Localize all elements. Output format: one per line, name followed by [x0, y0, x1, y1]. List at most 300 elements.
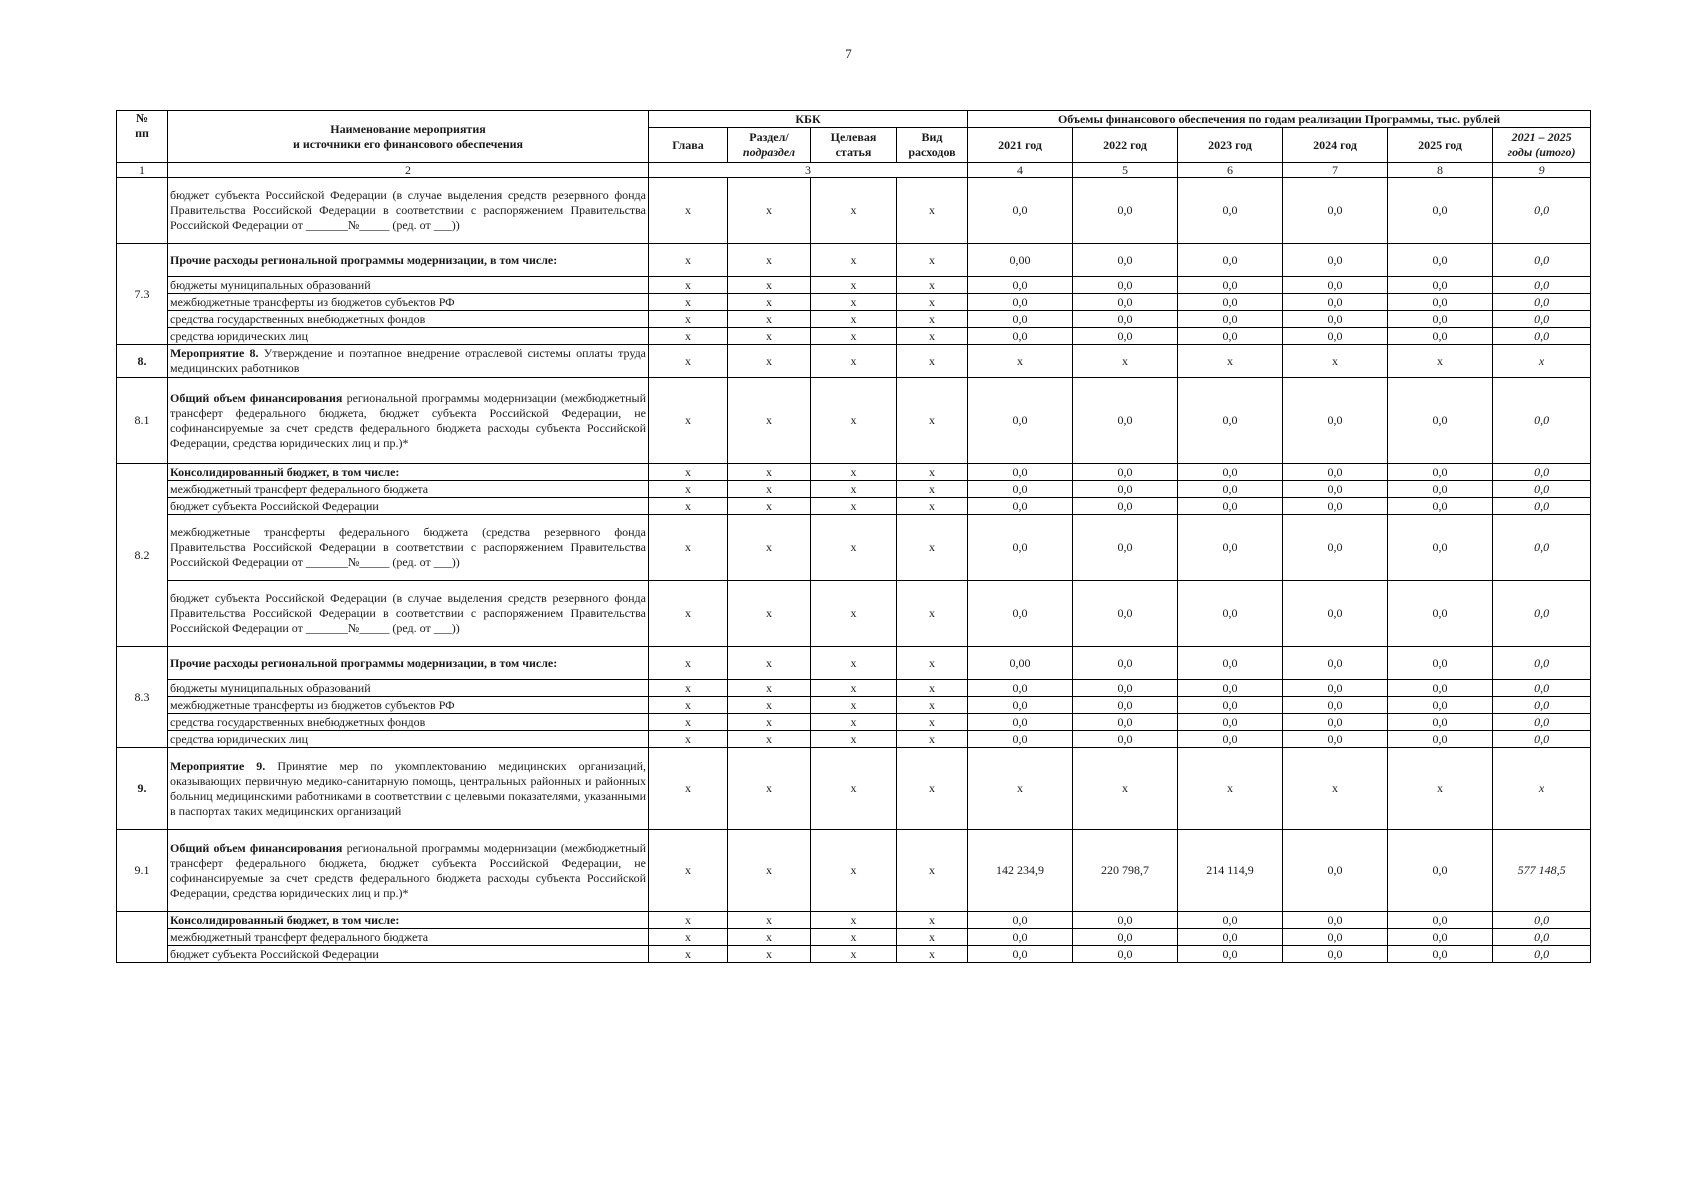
colnum-7: 7: [1283, 163, 1388, 178]
value-total: 0,0: [1493, 647, 1591, 680]
value-total: 0,0: [1493, 277, 1591, 294]
value-2025: 0,0: [1388, 515, 1493, 581]
kbk-razdel: х: [728, 294, 811, 311]
value-2021: 0,0: [968, 731, 1073, 748]
row-name-text: бюджеты муниципальных образований: [170, 277, 371, 292]
value-2023: 0,0: [1178, 328, 1283, 345]
value-2021: 0,0: [968, 697, 1073, 714]
kbk-razdel: х: [728, 731, 811, 748]
header-2022: 2022 год: [1073, 128, 1178, 163]
kbk-glava: х: [649, 498, 728, 515]
kbk-razdel: х: [728, 244, 811, 277]
value-2024: 0,0: [1283, 498, 1388, 515]
value-2024: 0,0: [1283, 680, 1388, 697]
value-2024: 0,0: [1283, 731, 1388, 748]
row-name: [168, 515, 649, 581]
value-2022: 0,0: [1073, 515, 1178, 581]
value-2024: 0,0: [1283, 946, 1388, 963]
row-name-text: средства юридических лиц: [170, 328, 308, 343]
value-2021: 0,0: [968, 378, 1073, 464]
value-2021: 0,00: [968, 244, 1073, 277]
kbk-celevaya: х: [811, 680, 897, 697]
kbk-celevaya: х: [811, 697, 897, 714]
value-2024: 0,0: [1283, 328, 1388, 345]
row-name-text: Утверждение и поэтапное внедрение отраслевой системы оплаты труда медицинских работников: [170, 346, 647, 375]
kbk-celevaya: х: [811, 178, 897, 244]
value-2024: 0,0: [1283, 244, 1388, 277]
value-2023: 0,0: [1178, 680, 1283, 697]
table-row: [117, 481, 1591, 498]
kbk-glava: х: [649, 830, 728, 912]
row-name-text: Принятие мер по укомплектованию медицинских организаций, оказывающих первичную медико-санитарную помощь, центральных районных и районных больниц медицинскими работниками в соответствии с целевыми показателями, указанными в паспортах таких медицинских организаций: [170, 758, 646, 818]
table-row: [117, 464, 1591, 481]
table-row: [117, 515, 1591, 581]
row-number: 9.: [117, 748, 168, 830]
value-total: 0,0: [1493, 378, 1591, 464]
value-2024: 0,0: [1283, 481, 1388, 498]
value-2023: 0,0: [1178, 378, 1283, 464]
row-name-text: региональной программы модернизации (межбюджетный трансферт федерального бюджета, бюджет субъекта Российской Федерации, не софинансируемые за счет средств федерального бюджета расходы субъекта Российской Федерации, средства юридических лиц и пр.)*: [170, 390, 646, 450]
header-vid: Вид расходов: [897, 128, 968, 163]
row-name-text: бюджет субъекта Российской Федерации (в случае выделения средств резервного фонда Правительства Российской Федерации в соответствии с распоряжением Правительства Российской Федерации от _______№_____ (ред. от ___)): [170, 188, 646, 232]
value-total: 0,0: [1493, 311, 1591, 328]
kbk-vid: х: [897, 277, 968, 294]
kbk-razdel: х: [728, 748, 811, 830]
colnum-8: 8: [1388, 163, 1493, 178]
row-name-text: межбюджетные трансферты федерального бюджета (средства резервного фонда Правительства Российской Федерации в соответствии с распоряжением Правительства Российской Федерации от _______№_____ (ред. от ___)): [170, 525, 646, 569]
value-2023: 0,0: [1178, 731, 1283, 748]
value-2021: 142 234,9: [968, 830, 1073, 912]
kbk-glava: х: [649, 328, 728, 345]
value-2024: 0,0: [1283, 929, 1388, 946]
value-2022: х: [1073, 748, 1178, 830]
header-2023: 2023 год: [1178, 128, 1283, 163]
value-2024: 0,0: [1283, 581, 1388, 647]
kbk-razdel: х: [728, 680, 811, 697]
financing-table: [116, 110, 1591, 963]
value-total: 577 148,5: [1493, 830, 1591, 912]
value-2024: 0,0: [1283, 830, 1388, 912]
value-2023: 0,0: [1178, 244, 1283, 277]
kbk-vid: х: [897, 748, 968, 830]
value-2023: 0,0: [1178, 311, 1283, 328]
kbk-celevaya: х: [811, 277, 897, 294]
row-name-text: средства государственных внебюджетных фондов: [170, 714, 426, 729]
value-2024: 0,0: [1283, 714, 1388, 731]
value-2025: 0,0: [1388, 328, 1493, 345]
kbk-razdel: х: [728, 464, 811, 481]
kbk-glava: х: [649, 714, 728, 731]
kbk-razdel: х: [728, 378, 811, 464]
kbk-celevaya: х: [811, 929, 897, 946]
row-name: [168, 581, 649, 647]
value-total: 0,0: [1493, 929, 1591, 946]
kbk-celevaya: х: [811, 647, 897, 680]
row-name-text: межбюджетные трансферты из бюджетов субъектов РФ: [170, 697, 455, 712]
value-2024: 0,0: [1283, 277, 1388, 294]
table-row: [117, 830, 1591, 912]
kbk-vid: х: [897, 680, 968, 697]
kbk-vid: х: [897, 345, 968, 378]
row-name: [168, 328, 649, 345]
kbk-vid: х: [897, 929, 968, 946]
value-2025: 0,0: [1388, 581, 1493, 647]
value-2023: 214 114,9: [1178, 830, 1283, 912]
value-2025: 0,0: [1388, 697, 1493, 714]
kbk-razdel: х: [728, 714, 811, 731]
value-2023: 0,0: [1178, 464, 1283, 481]
kbk-celevaya: х: [811, 328, 897, 345]
value-2023: 0,0: [1178, 946, 1283, 963]
row-number: 8.1: [117, 378, 168, 464]
value-2022: 0,0: [1073, 697, 1178, 714]
header-no: № пп: [117, 111, 168, 163]
kbk-glava: х: [649, 731, 728, 748]
value-total: 0,0: [1493, 515, 1591, 581]
row-name: [168, 714, 649, 731]
kbk-celevaya: х: [811, 311, 897, 328]
row-name-bold: Мероприятие 8.: [170, 346, 259, 360]
row-name-text: средства юридических лиц: [170, 731, 308, 746]
colnum-3: 3: [649, 163, 968, 178]
kbk-razdel: х: [728, 581, 811, 647]
kbk-razdel: х: [728, 647, 811, 680]
value-2021: 0,0: [968, 498, 1073, 515]
value-2025: 0,0: [1388, 830, 1493, 912]
value-2021: 0,0: [968, 294, 1073, 311]
kbk-glava: х: [649, 311, 728, 328]
row-name: [168, 311, 649, 328]
kbk-vid: х: [897, 498, 968, 515]
row-name: [168, 498, 649, 515]
row-number: 7.3: [117, 244, 168, 345]
value-2024: х: [1283, 748, 1388, 830]
table-row: [117, 581, 1591, 647]
value-2021: 0,0: [968, 515, 1073, 581]
row-name: [168, 244, 649, 277]
colnum-4: 4: [968, 163, 1073, 178]
header-2024: 2024 год: [1283, 128, 1388, 163]
value-2025: 0,0: [1388, 498, 1493, 515]
value-2024: 0,0: [1283, 294, 1388, 311]
value-2021: 0,0: [968, 481, 1073, 498]
kbk-glava: х: [649, 912, 728, 929]
kbk-vid: х: [897, 464, 968, 481]
value-2023: х: [1178, 345, 1283, 378]
colnum-1: 1: [117, 163, 168, 178]
value-total: 0,0: [1493, 294, 1591, 311]
row-name-text: межбюджетные трансферты из бюджетов субъектов РФ: [170, 294, 455, 309]
value-2025: 0,0: [1388, 731, 1493, 748]
table-body: [117, 178, 1591, 963]
value-2022: 0,0: [1073, 311, 1178, 328]
row-name-text: бюджет субъекта Российской Федерации (в случае выделения средств резервного фонда Правительства Российской Федерации в соответствии с распоряжением Правительства Российской Федерации от _______№_____ (ред. от ___)): [170, 591, 646, 635]
table-row: [117, 748, 1591, 830]
kbk-razdel: х: [728, 345, 811, 378]
kbk-glava: х: [649, 294, 728, 311]
value-2025: 0,0: [1388, 481, 1493, 498]
header-2021: 2021 год: [968, 128, 1073, 163]
value-2024: 0,0: [1283, 378, 1388, 464]
value-2025: 0,0: [1388, 912, 1493, 929]
value-total: 0,0: [1493, 481, 1591, 498]
value-total: 0,0: [1493, 731, 1591, 748]
kbk-vid: х: [897, 731, 968, 748]
table-row: [117, 277, 1591, 294]
kbk-glava: х: [649, 378, 728, 464]
kbk-razdel: х: [728, 277, 811, 294]
value-2022: 0,0: [1073, 731, 1178, 748]
kbk-glava: х: [649, 345, 728, 378]
value-2022: 0,0: [1073, 378, 1178, 464]
value-2025: 0,0: [1388, 946, 1493, 963]
value-2025: 0,0: [1388, 277, 1493, 294]
value-2025: 0,0: [1388, 294, 1493, 311]
kbk-vid: х: [897, 178, 968, 244]
value-total: х: [1493, 748, 1591, 830]
table-row: [117, 946, 1591, 963]
table-row: [117, 680, 1591, 697]
table-row: [117, 345, 1591, 378]
kbk-celevaya: х: [811, 830, 897, 912]
kbk-celevaya: х: [811, 946, 897, 963]
kbk-razdel: х: [728, 515, 811, 581]
value-2024: 0,0: [1283, 311, 1388, 328]
row-name-text: межбюджетный трансферт федерального бюджета: [170, 929, 429, 944]
value-2023: 0,0: [1178, 581, 1283, 647]
header-razdel: [728, 128, 811, 163]
kbk-glava: х: [649, 946, 728, 963]
kbk-glava: х: [649, 697, 728, 714]
row-name-bold: Прочие расходы региональной программы модернизации, в том числе:: [170, 252, 558, 267]
value-2021: 0,0: [968, 946, 1073, 963]
kbk-celevaya: х: [811, 581, 897, 647]
row-name: [168, 378, 649, 464]
header-total: 2021 – 2025 годы (итого): [1493, 128, 1591, 163]
kbk-celevaya: х: [811, 714, 897, 731]
row-name-bold: Консолидированный бюджет, в том числе:: [170, 912, 400, 927]
kbk-vid: х: [897, 244, 968, 277]
kbk-glava: х: [649, 680, 728, 697]
colnum-2: 2: [168, 163, 649, 178]
kbk-glava: х: [649, 464, 728, 481]
kbk-celevaya: х: [811, 464, 897, 481]
value-2022: 0,0: [1073, 178, 1178, 244]
table-row: [117, 929, 1591, 946]
header-volumes: Объемы финансового обеспечения по годам реализации Программы, тыс. рублей: [968, 111, 1591, 128]
value-2024: 0,0: [1283, 178, 1388, 244]
row-number: [117, 178, 168, 244]
kbk-vid: х: [897, 830, 968, 912]
value-2023: 0,0: [1178, 697, 1283, 714]
value-2023: х: [1178, 748, 1283, 830]
kbk-celevaya: х: [811, 294, 897, 311]
table-row: [117, 714, 1591, 731]
value-2022: 0,0: [1073, 294, 1178, 311]
value-2025: 0,0: [1388, 680, 1493, 697]
kbk-glava: х: [649, 277, 728, 294]
kbk-glava: х: [649, 748, 728, 830]
row-number: [117, 912, 168, 963]
header-name: Наименование мероприятия и источники его финансового обеспечения: [168, 111, 649, 163]
value-2022: 0,0: [1073, 647, 1178, 680]
value-2025: 0,0: [1388, 311, 1493, 328]
row-name-bold: Консолидированный бюджет, в том числе:: [170, 464, 400, 479]
kbk-celevaya: х: [811, 481, 897, 498]
value-2024: 0,0: [1283, 515, 1388, 581]
value-2024: 0,0: [1283, 647, 1388, 680]
kbk-vid: х: [897, 581, 968, 647]
value-total: 0,0: [1493, 464, 1591, 481]
row-name-bold: Мероприятие 9.: [170, 758, 266, 773]
value-2022: 0,0: [1073, 946, 1178, 963]
value-2022: 0,0: [1073, 244, 1178, 277]
value-2022: 0,0: [1073, 328, 1178, 345]
row-name: [168, 464, 649, 481]
row-name: [168, 946, 649, 963]
kbk-vid: х: [897, 697, 968, 714]
value-2021: 0,0: [968, 277, 1073, 294]
value-total: 0,0: [1493, 946, 1591, 963]
value-2022: 0,0: [1073, 277, 1178, 294]
kbk-glava: х: [649, 178, 728, 244]
kbk-razdel: х: [728, 481, 811, 498]
row-number: 8.: [117, 345, 168, 378]
page-number: 7: [845, 46, 852, 61]
kbk-glava: х: [649, 581, 728, 647]
value-2022: 0,0: [1073, 481, 1178, 498]
value-2021: х: [968, 345, 1073, 378]
value-2021: х: [968, 748, 1073, 830]
header-glava: Глава: [649, 128, 728, 163]
row-name-bold: Прочие расходы региональной программы модернизации, в том числе:: [170, 655, 558, 670]
value-2025: 0,0: [1388, 244, 1493, 277]
value-total: 0,0: [1493, 680, 1591, 697]
kbk-celevaya: х: [811, 731, 897, 748]
value-2022: 0,0: [1073, 929, 1178, 946]
kbk-celevaya: х: [811, 244, 897, 277]
header-2025: 2025 год: [1388, 128, 1493, 163]
value-2022: х: [1073, 345, 1178, 378]
table-header: [117, 111, 1591, 178]
table-row: [117, 378, 1591, 464]
table-row: [117, 912, 1591, 929]
kbk-razdel: х: [728, 311, 811, 328]
kbk-glava: х: [649, 481, 728, 498]
value-2025: 0,0: [1388, 714, 1493, 731]
value-2022: 0,0: [1073, 680, 1178, 697]
value-2025: 0,0: [1388, 929, 1493, 946]
kbk-razdel: х: [728, 697, 811, 714]
kbk-vid: х: [897, 311, 968, 328]
value-2023: 0,0: [1178, 178, 1283, 244]
value-2021: 0,0: [968, 178, 1073, 244]
value-2021: 0,0: [968, 714, 1073, 731]
kbk-vid: х: [897, 647, 968, 680]
value-2024: 0,0: [1283, 697, 1388, 714]
value-2021: 0,0: [968, 311, 1073, 328]
kbk-razdel: х: [728, 498, 811, 515]
table-row: [117, 498, 1591, 515]
value-2023: 0,0: [1178, 929, 1283, 946]
row-name-text: средства государственных внебюджетных фондов: [170, 311, 426, 326]
table-row: [117, 328, 1591, 345]
colnum-6: 6: [1178, 163, 1283, 178]
kbk-celevaya: х: [811, 515, 897, 581]
row-number: 8.2: [117, 464, 168, 647]
row-name: [168, 481, 649, 498]
value-2022: 0,0: [1073, 464, 1178, 481]
value-2023: 0,0: [1178, 714, 1283, 731]
row-name: [168, 912, 649, 929]
header-celevaya: Целевая статья: [811, 128, 897, 163]
row-name: [168, 731, 649, 748]
row-name-text: бюджет субъекта Российской Федерации: [170, 946, 379, 961]
row-name: [168, 178, 649, 244]
table-row: [117, 294, 1591, 311]
value-2021: 0,0: [968, 912, 1073, 929]
value-2025: 0,0: [1388, 178, 1493, 244]
value-2023: 0,0: [1178, 294, 1283, 311]
row-name-text: бюджеты муниципальных образований: [170, 680, 371, 695]
row-name-bold: Общий объем финансирования: [170, 390, 343, 405]
table-row: [117, 731, 1591, 748]
value-2022: 0,0: [1073, 498, 1178, 515]
value-2023: 0,0: [1178, 515, 1283, 581]
table-row: [117, 311, 1591, 328]
kbk-razdel: х: [728, 912, 811, 929]
row-name: [168, 830, 649, 912]
value-total: 0,0: [1493, 328, 1591, 345]
header-kbk: КБК: [649, 111, 968, 128]
colnum-9: 9: [1493, 163, 1591, 178]
row-name: [168, 697, 649, 714]
value-2022: 0,0: [1073, 581, 1178, 647]
row-number: 8.3: [117, 647, 168, 748]
kbk-vid: х: [897, 714, 968, 731]
value-2025: х: [1388, 345, 1493, 378]
value-2023: 0,0: [1178, 498, 1283, 515]
row-name: [168, 929, 649, 946]
value-2021: 0,0: [968, 328, 1073, 345]
kbk-celevaya: х: [811, 345, 897, 378]
row-name: [168, 345, 649, 378]
value-2025: 0,0: [1388, 378, 1493, 464]
kbk-razdel: х: [728, 328, 811, 345]
kbk-razdel: х: [728, 178, 811, 244]
value-total: 0,0: [1493, 697, 1591, 714]
kbk-glava: х: [649, 515, 728, 581]
value-2023: 0,0: [1178, 647, 1283, 680]
value-2025: 0,0: [1388, 464, 1493, 481]
kbk-glava: х: [649, 244, 728, 277]
kbk-razdel: х: [728, 830, 811, 912]
table-row: [117, 244, 1591, 277]
value-total: х: [1493, 345, 1591, 378]
value-2021: 0,0: [968, 680, 1073, 697]
kbk-vid: х: [897, 378, 968, 464]
value-2023: 0,0: [1178, 277, 1283, 294]
row-name: [168, 647, 649, 680]
value-2022: 0,0: [1073, 714, 1178, 731]
value-2024: 0,0: [1283, 912, 1388, 929]
kbk-celevaya: х: [811, 748, 897, 830]
value-total: 0,0: [1493, 581, 1591, 647]
value-2022: 0,0: [1073, 912, 1178, 929]
row-number: 9.1: [117, 830, 168, 912]
kbk-glava: х: [649, 929, 728, 946]
header-podrazdel-label: подраздел: [742, 145, 796, 159]
